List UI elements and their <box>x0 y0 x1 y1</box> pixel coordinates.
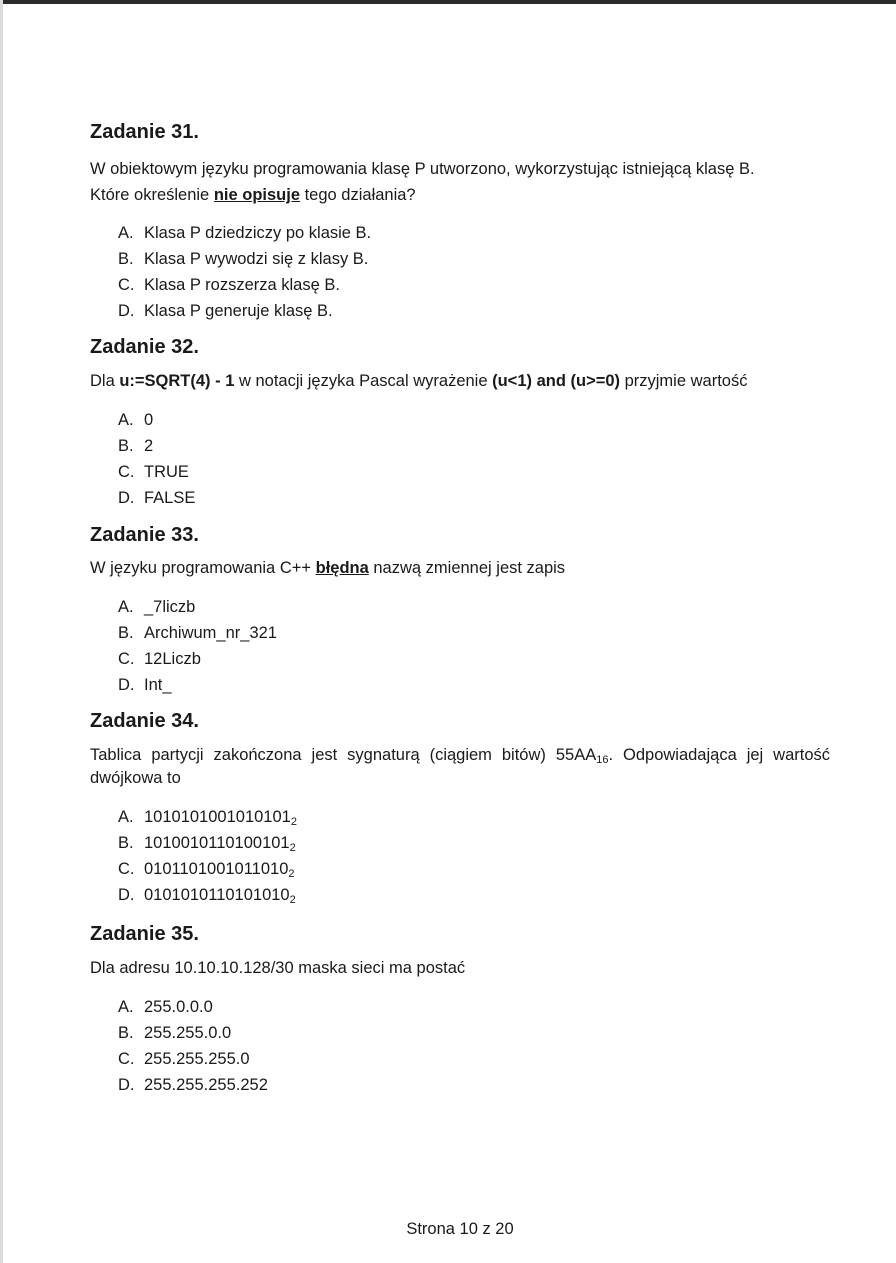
option-letter: B. <box>118 624 134 642</box>
option-text: 255.255.255.0 <box>144 1050 250 1068</box>
answer-option-a <box>118 220 830 246</box>
answer-option-d <box>118 298 830 324</box>
task-title: Zadanie 32. <box>90 336 199 358</box>
answer-option-a <box>118 594 830 620</box>
answer-option-c <box>118 459 830 485</box>
option-letter: D. <box>118 676 135 694</box>
task-title: Zadanie 31. <box>90 121 199 143</box>
answer-option-b <box>118 246 830 272</box>
task-32 <box>90 335 830 511</box>
option-text: _7liczb <box>144 598 196 616</box>
answer-option-a <box>118 994 830 1020</box>
option-text: 0 <box>144 411 154 429</box>
task-question <box>90 744 830 790</box>
page-number: Strona 10 z 20 <box>406 1220 514 1238</box>
option-letter: C. <box>118 650 135 668</box>
question-text: Tablica partycji zakończona jest sygnaturą (ciągiem bitów) 55AA <box>90 746 597 764</box>
option-letter: A. <box>118 998 134 1016</box>
answer-list <box>90 594 830 698</box>
option-letter: A. <box>118 808 134 826</box>
task-31 <box>90 120 830 324</box>
task-question <box>90 557 830 580</box>
option-text: Archiwum_nr_321 <box>144 624 277 642</box>
answer-option-b <box>118 433 830 459</box>
emphasis-text: nie opisuje <box>213 186 301 204</box>
option-text: Int_ <box>144 676 172 694</box>
option-letter: B. <box>118 1024 134 1042</box>
answer-option-c <box>118 856 830 882</box>
code-expression: (u<1) and (u>=0) <box>492 372 621 390</box>
emphasis-text: błędna <box>315 559 369 577</box>
option-text: 255.255.255.252 <box>144 1076 268 1094</box>
task-33 <box>90 523 830 698</box>
question-line-1: W obiektowym języku programowania klasę P utworzono, wykorzystując istniejącą klasę B. <box>90 160 755 178</box>
option-text: Klasa P generuje klasę B. <box>144 302 333 320</box>
answer-option-b <box>118 620 830 646</box>
option-text: 2 <box>144 437 154 455</box>
question-text: przyjmie wartość <box>620 372 748 390</box>
option-text: 1010010110100101 <box>144 834 290 852</box>
answer-list <box>90 220 830 324</box>
binary-subscript: 2 <box>289 894 296 906</box>
question-text: w notacji języka Pascal wyrażenie <box>234 372 493 390</box>
option-text: Klasa P rozszerza klasę B. <box>144 276 340 294</box>
option-text: FALSE <box>144 489 196 507</box>
task-34 <box>90 709 830 908</box>
option-letter: C. <box>118 1050 135 1068</box>
option-text: TRUE <box>144 463 189 481</box>
answer-option-b <box>118 830 830 856</box>
option-letter: B. <box>118 250 134 268</box>
task-question: Dla adresu 10.10.10.128/30 maska sieci ma postać <box>90 959 466 977</box>
answer-option-d <box>118 882 830 908</box>
option-text: 0101010110101010 <box>144 886 290 904</box>
task-title: Zadanie 35. <box>90 923 199 945</box>
answer-list <box>90 804 830 908</box>
question-text: tego działania? <box>300 186 416 204</box>
hex-subscript: 16 <box>596 754 609 766</box>
question-text: . Odpowiadająca jej wartość dwójkowa to <box>90 746 831 787</box>
question-text: Dla <box>90 372 120 390</box>
question-text: Które określenie <box>90 186 214 204</box>
answer-option-a <box>118 407 830 433</box>
answer-option-d <box>118 672 830 698</box>
task-35 <box>90 922 830 1098</box>
option-letter: C. <box>118 463 135 481</box>
answer-list <box>90 994 830 1098</box>
option-text: 12Liczb <box>144 650 201 668</box>
task-title: Zadanie 34. <box>90 710 199 732</box>
option-letter: D. <box>118 489 135 507</box>
binary-subscript: 2 <box>289 842 296 854</box>
option-text: Klasa P wywodzi się z klasy B. <box>144 250 369 268</box>
option-text: 0101101001011010 <box>144 860 289 878</box>
option-letter: D. <box>118 886 135 904</box>
code-expression: u:=SQRT(4) - 1 <box>119 372 235 390</box>
option-letter: A. <box>118 411 134 429</box>
answer-option-c <box>118 646 830 672</box>
binary-subscript: 2 <box>288 868 295 880</box>
question-text: nazwą zmiennej jest zapis <box>368 559 566 577</box>
question-text: W języku programowania C++ <box>90 559 316 577</box>
option-letter: A. <box>118 224 134 242</box>
scan-edge-left <box>0 0 3 1263</box>
answer-option-d <box>118 485 830 511</box>
option-text: 255.0.0.0 <box>144 998 213 1016</box>
option-letter: C. <box>118 276 135 294</box>
answer-list <box>90 407 830 511</box>
answer-option-c <box>118 1046 830 1072</box>
option-text: Klasa P dziedziczy po klasie B. <box>144 224 372 242</box>
option-letter: A. <box>118 598 134 616</box>
binary-subscript: 2 <box>290 816 297 828</box>
scan-edge-top <box>0 0 896 4</box>
option-text: 255.255.0.0 <box>144 1024 232 1042</box>
task-question <box>90 370 830 393</box>
option-letter: C. <box>118 860 135 878</box>
option-text: 1010101001010101 <box>144 808 291 826</box>
option-letter: B. <box>118 834 134 852</box>
answer-option-c <box>118 272 830 298</box>
answer-option-b <box>118 1020 830 1046</box>
answer-option-d <box>118 1072 830 1098</box>
answer-option-a <box>118 804 830 830</box>
task-question <box>90 156 830 208</box>
option-letter: D. <box>118 302 135 320</box>
option-letter: D. <box>118 1076 135 1094</box>
task-title: Zadanie 33. <box>90 524 199 546</box>
option-letter: B. <box>118 437 134 455</box>
